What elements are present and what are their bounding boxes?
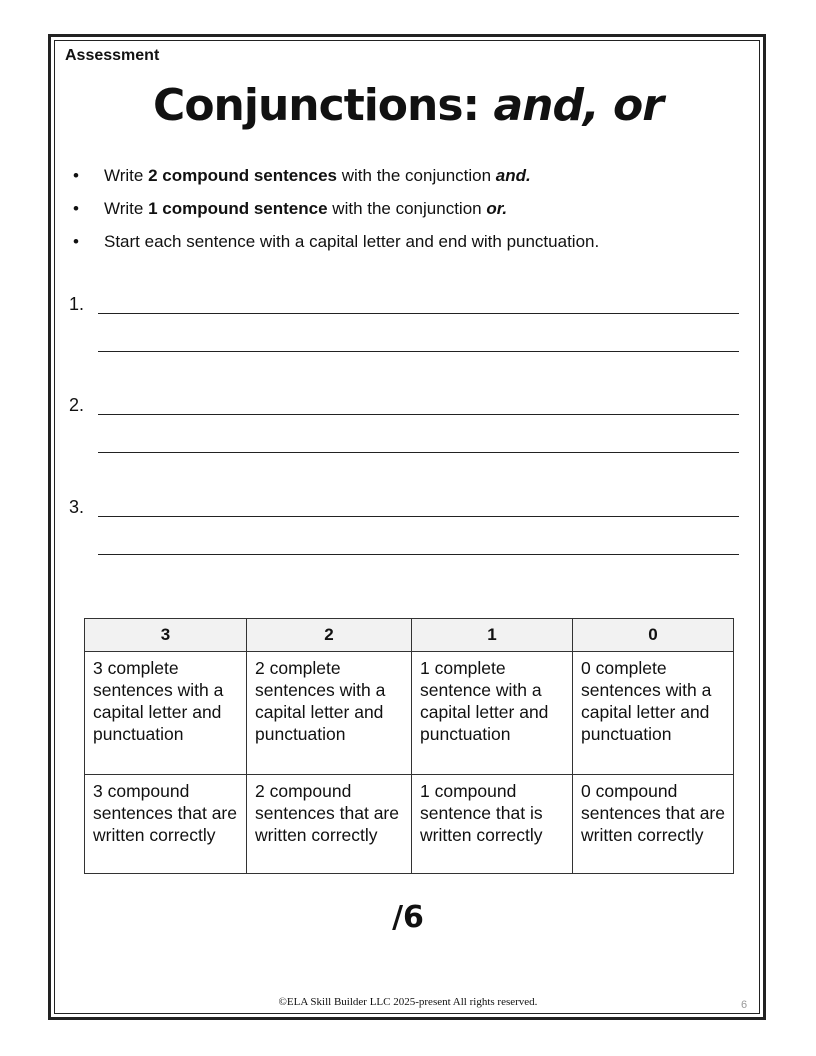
title-main: Conjunctions:	[153, 80, 480, 131]
answer-line[interactable]	[98, 313, 739, 314]
rubric-cell: 3 complete sentences with a capital letter and punctuation	[85, 652, 247, 775]
rubric-cell: 0 compound sentences that are written correctly	[573, 775, 734, 874]
page-title	[0, 80, 816, 131]
item-number: 3.	[69, 497, 85, 517]
page-number: 6	[741, 999, 748, 1011]
bullet-icon: •	[73, 232, 79, 251]
bullet-icon: •	[73, 199, 79, 218]
rubric-header-cell: 2	[247, 619, 412, 652]
answer-line[interactable]	[98, 351, 739, 352]
instruction-item: • Start each sentence with a capital letter and end with punctuation.	[73, 228, 753, 261]
rubric-cell: 1 compound sentence that is written correctly	[412, 775, 573, 874]
item-number: 2.	[69, 395, 85, 415]
rubric-table	[84, 618, 734, 874]
answer-line[interactable]	[98, 414, 739, 415]
answer-line[interactable]	[98, 516, 739, 517]
answer-line[interactable]	[98, 554, 739, 555]
instruction-item: • Write 2 compound sentences with the conjunction and.	[73, 162, 753, 195]
bullet-icon: •	[73, 166, 79, 185]
answer-line[interactable]	[98, 452, 739, 453]
rubric-cell: 1 complete sentence with a capital letter and punctuation	[412, 652, 573, 775]
instruction-item: • Write 1 compound sentence with the conjunction or.	[73, 195, 753, 228]
rubric-header-cell: 1	[412, 619, 573, 652]
title-italic: and, or	[493, 80, 663, 131]
rubric-cell: 0 complete sentences with a capital letter and punctuation	[573, 652, 734, 775]
item-number: 1.	[69, 294, 85, 314]
rubric-header-row	[85, 619, 734, 652]
rubric-row	[85, 652, 734, 775]
score-total: /6	[392, 900, 424, 935]
rubric-row	[85, 775, 734, 874]
rubric-cell: 2 complete sentences with a capital letter and punctuation	[247, 652, 412, 775]
rubric-cell: 3 compound sentences that are written correctly	[85, 775, 247, 874]
copyright-footer: ©ELA Skill Builder LLC 2025-present All rights reserved.	[278, 996, 538, 1008]
instructions-list	[73, 162, 753, 261]
section-label: Assessment	[65, 47, 160, 64]
rubric-cell: 2 compound sentences that are written correctly	[247, 775, 412, 874]
rubric-header-cell: 3	[85, 619, 247, 652]
rubric-header-cell: 0	[573, 619, 734, 652]
